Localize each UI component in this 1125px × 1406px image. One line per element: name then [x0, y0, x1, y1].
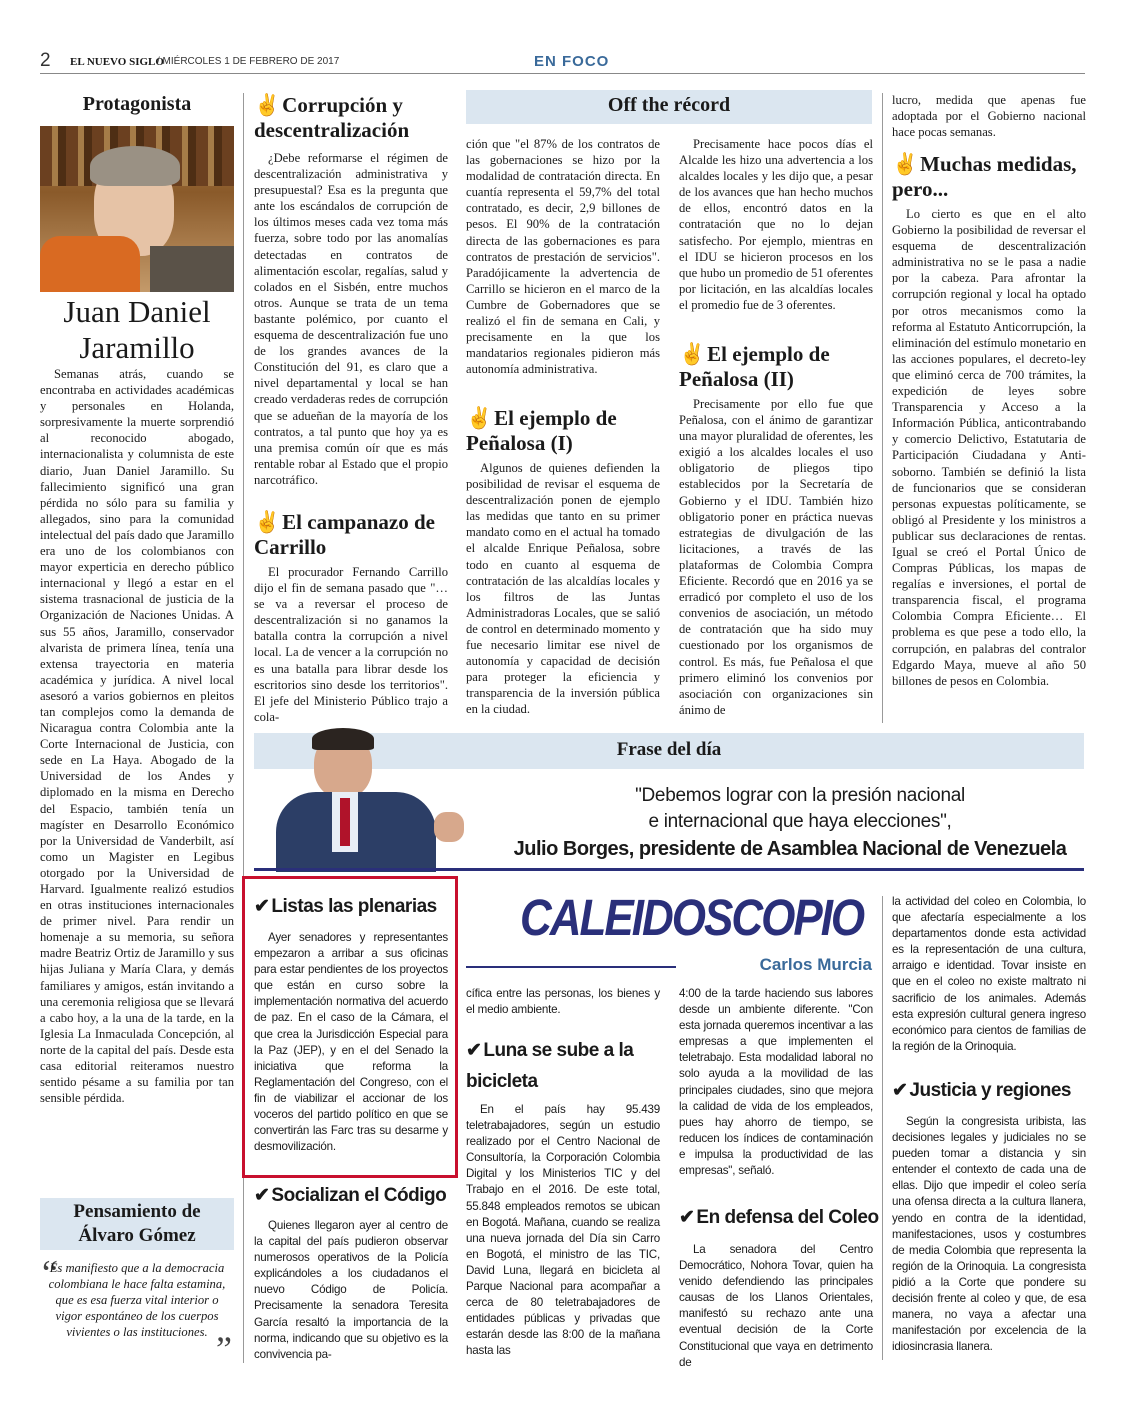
check-icon: ✔	[892, 1080, 908, 1101]
heading-listas: ✔ Listas las plenarias	[254, 896, 437, 917]
frase-title: Frase del día	[254, 733, 1084, 769]
page-number: 2	[40, 50, 51, 71]
protagonista-label: Protagonista	[82, 93, 192, 115]
check-icon: ✔	[466, 1040, 482, 1061]
heading-penalosa-2: ✌El ejemplo de Peñalosa (II)	[679, 342, 830, 391]
text-luna: En el país hay 95.439 teletrabajadores, según un estudio realizado por el Centro Nacional de Consultoría, la Corporación Colombia Digital y los Ministerios TIC y del Trabajo en el 2016. De este total, 55.848 empleados remotos se ubican en Bogotá. Mañana, cuando se realiza una nueva jornada del Día sin Carro en Bogotá, el ministro de las TIC, David Luna, llegará en bicicleta al Parque Nacional para acompañar a cerca de 80 teletrabajadores de entidades públicas y privadas que estarán desde las 8:00 de la mañana hasta las	[466, 1103, 660, 1358]
victory-hand-icon: ✌	[254, 93, 281, 117]
text-penalosa-2: Precisamente por ello fue que Peñalosa, con el ánimo de garantizar una mayor pluralidad de oferentes, les exigió a los alcaldes locales el uso obligatorio de pliegos tipo establecidos por la Secretaría de Gobierno y el IDU. También hizo obligatorio poner en práctica nuevas estrategias de divulgación de las licitaciones, a través de las plataformas de Colombia Compra Eficiente. Recordó que en 2016 ya se erradicó por completo el uso de los convenios de asociación, un método de contratación que ha sido muy cuestionado por los organismos de control. Es más, fue Peñalosa el que primero eliminó los convenios por asociación con organizaciones sin ánimo de	[679, 397, 873, 717]
text-campanazo: El procurador Fernando Carrillo dijo el fin de semana pasado que "… se va a reversar el proceso de descentralización si no ganamos la batalla contra la corrupción a nivel local. La de vencer a la corrupción no es una batalla para librar desde los escritorios sino desde los territorios". El jefe del Ministerio Público trajo a cola-	[254, 565, 448, 724]
victory-hand-icon: ✌	[466, 406, 493, 430]
text-socializan: Quienes llegaron ayer al centro de la capital del país pudieron observar numerosos operativos de la Policía explicándoles a los ciudadanos el nuevo Código de Policía. Precisamente la senadora Teresita García resaltó la importancia de la norma, indicando que su objetivo es la convivencia pa-	[254, 1219, 448, 1361]
text-pacifica: cífica entre las personas, los bienes y el medio ambiente.	[466, 987, 660, 1017]
text-corrupcion: ¿Debe reformarse el régimen de descentralización administrativa y presupuestal? Esa es la pregunta que ante los escándalos de corrupción de los últimos meses cada vez toma más fuerza, sobre todo por las anomalías detectadas en contratos de alimentación escolar, regalías, salud y colados en el Sisbén, entre muchos otros. Aunque se trata de un tema bastante polémico, por cuanto el esquema de descentralización fue uno de los grandes avances de la Constitución del 91, es claro que a nivel departamental y local se han creado verdaderas redes de corrupción que se adueñan de la mayoría de los contratos, a tal punto que hoy ya es una premisa común oír que es más rentable robar al Estado que el propio narcotráfico.	[254, 151, 448, 487]
text-listas: Ayer senadores y representantes empezaron a arribar a sus oficinas para estar pendientes de los proyectos que están en curso sobre la implementación normativa del acuerdo de paz. En el caso de la Cámara, el que crea la Jurisdicción Especial para la Paz (JEP), y en el del Senado la iniciativa que reforma la Reglamentación del Congreso, con el fin de viabilizar el accionar de los voceros del partido político en que se convertirán las Farc tras su desarme y desmovilización.	[254, 931, 448, 1154]
issue-date: / MIÉRCOLES 1 DE FEBRERO DE 2017	[157, 56, 340, 67]
caleidoscopio-rule	[466, 966, 676, 968]
col5-text-top: lucro, medida que apenas fue adoptada por el Gobierno nacional hace pocas semanas.	[892, 93, 1086, 140]
quote-close-icon: ”	[216, 1329, 232, 1369]
victory-hand-icon: ✌	[679, 342, 706, 366]
caleidoscopio-author: Carlos Murcia	[759, 955, 872, 974]
text-muchas-medidas: Lo cierto es que en el alto Gobierno la posibilidad de reversar el esquema de descentralización administrativa no se le pasa a nadie por la cabeza. Para afrontar la corrupción regional y local ha optado por otros mecanismos como la reforma al Estatuto Anticorrupción, la eliminación del estímulo monetario en las acciones populares, el decreto-ley que eliminó cerca de 700 trámites, la expedición de leyes sobre Transparencia y Acceso a la Información Pública, anticontrabando y comercio Delictivo, Estatutaria de Participación Ciudadana y Anti-soborno. También se definió la lista de funcionarios que se consideran personas expuestas políticamente, se obligó al Presidente y los ministros a publicar sus declaraciones de rentas. Igual se creó el Portal Único de Compras Públicas, los mapas de regalías e inversiones, el portal de transparencia fiscal, el programa Colombia Compra Eficiente… El problema es que pese a todo ello, la corrupción, en palabras del contralor Edgardo Maya, mueve al año 50 billones de pesos en Colombia.	[892, 207, 1086, 688]
text-teletrabajo: 4:00 de la tarde haciendo sus labores desde un ambiente diferente. "Con esta jornada queremos incentivar a las empresas a que implementen el teletrabajo. Esta modalidad laboral no solo ayuda a la movilidad de las principales ciudades, sino que mejora la calidad de vida de los empleados, pues hay ahorro de tiempo, se reducen los índices de contaminación e impulsa la productividad de las empresas", señaló.	[679, 987, 873, 1178]
heading-penalosa-1: ✌El ejemplo de Peñalosa (I)	[466, 406, 617, 455]
borges-photo	[262, 724, 492, 872]
page-header	[40, 50, 1085, 74]
jaramillo-photo	[40, 126, 234, 292]
frase-author: Julio Borges, presidente de Asamblea Nacional de Venezuela	[513, 838, 1067, 860]
frase-quote-1: "Debemos lograr con la presión nacional	[635, 785, 965, 806]
offrecord-col1: ción que "el 87% de los contratos de las gobernaciones se hizo por la modalidad de contratación directa. En cuantía representa el 59,7% del total contratado, es decir, 2,9 billones de pesos. El 90% de la contratación directa de las gobernaciones es para contratos de prestación de servicios". Paradójicamente la advertencia de Carrillo se hicieron en el marco de la Cumbre de Gobernadores que se realizó el fin de semana en Cali, y precisamente en la que los mandatarios regionales pidieron más autonomía administrativa.	[466, 137, 660, 377]
text-penalosa-1: Algunos de quienes defienden la posibilidad de revisar el esquema de descentralización ponen de ejemplo las medidas que tanto en su primer mandato como en el actual ha tomado el alcalde Enrique Peñalosa, sobre todo en cuanto al esquema de contratación de las alcaldías locales y los filtros de las Juntas Administradoras Locales, que se salió de control en determinado momento y fue necesario limitar ese nivel de autonomía y capacidad de decisión para proteger la eficiencia y transparencia de la inversión pública en la ciudad.	[466, 461, 660, 717]
offrecord-title: Off the récord	[466, 90, 872, 124]
text-actividad-coleo: la actividad del coleo en Colombia, lo que afectaría especialmente a los departamentos donde esta actividad es la representación de una cultura, arraigo e identidad. Tovar insiste en que en el coleo no existe maltrato ni sacrificio de los animales. Además esta expresión cultural genera ingreso económico para cientos de familias de la región de la Orinoquia.	[892, 895, 1086, 1053]
heading-justicia: ✔ Justicia y regiones	[892, 1080, 1071, 1101]
heading-socializan: ✔ Socializan el Código	[254, 1185, 447, 1206]
heading-muchas-medidas: ✌Muchas medidas, pero...	[892, 152, 1077, 201]
check-icon: ✔	[254, 896, 270, 917]
quote-open-icon: “	[42, 1253, 58, 1293]
paper-name: EL NUEVO SIGLO	[70, 56, 164, 68]
frase-bottom-rule	[254, 868, 1084, 871]
protagonista-text: Semanas atrás, cuando se encontraba en actividades académicas y personales en Holanda, sorpresivamente la muerte sorprendió al reconocido abogado, internacionalista y columnista de este diario, Juan Daniel Jaramillo. Su fallecimiento significó una gran pérdida no sólo para su familia y allegados, sino para la comunidad intelectual del país dado que Jaramillo era uno de los colombianos con mayor experticia en derecho público internacional y llegó a estar en el sistema trasnacional de justicia de la Organización de Naciones Unidas. A sus 55 años, Jaramillo, conservador alvarista de primera línea, tenía una extensa trayectoria en materia académica y jurídica. A nivel local asesoró a varios gobiernos en pleitos tan complejos como la demanda de Nicaragua contra Colombia ante la Corte Internacional de Justicia, con sede en La Haya. Abogado de la Universidad de los Andes y diplomado en la misma en Derecho del Espacio, también tenía un magíster en Desarrollo Económico por la Universidad de Vanderbilt, así como un Magister en Legibus otorgado por la Universidad de Harvard. Igualmente realizó estudios en otras instituciones internacionales de primer nivel. Para rendir un homenaje a su memoria, su señora madre Beatriz Ortiz de Jaramillo y sus hijas Juliana y María Clara, y demás familiares y amigos, están invitando a una ceremonia religiosa que se llevará a cabo hoy, a la una de la tarde, en la Iglesia La Inmaculada Concepción, al norte de la capital del país. Desde esta casa editorial reiteramos nuestro sentido pésame a su familia por tan sensible pérdida.	[40, 367, 234, 1106]
check-icon: ✔	[254, 1185, 270, 1206]
victory-hand-icon: ✌	[892, 152, 919, 176]
column-rule	[882, 93, 883, 723]
offrecord-col2: Precisamente hace pocos días el Alcalde les hizo una advertencia a los alcaldes locales y les dijo que, a pesar de los avances que han hecho muchos de ellos, encontró datos en la contratación que no lo dejan satisfecho. Por ejemplo, mientras en el IDU se hicieron procesos en los que hubo un promedio de 51 oferentes por licitación, en las alcaldías locales el promedio fue de 3 oferentes.	[679, 137, 873, 312]
column-rule	[882, 896, 883, 1360]
heading-coleo: ✔ En defensa del Coleo	[679, 1207, 879, 1228]
frase-quote-2: e internacional que haya elecciones",	[648, 811, 952, 832]
heading-campanazo: ✌El campanazo de Carrillo	[254, 510, 435, 559]
heading-luna: ✔ Luna se sube a la bicicleta	[466, 1040, 634, 1092]
pensamiento-quote: Es manifiesto que a la democracia colombiana le hace falta estamina, que es esa fuerza vital interior o vigor espontáneo de los cuerpos vivientes o las instituciones.	[48, 1261, 226, 1339]
section-name: EN FOCO	[534, 53, 610, 70]
victory-hand-icon: ✌	[254, 510, 281, 534]
pensamiento-title: Pensamiento de Álvaro Gómez	[40, 1198, 234, 1250]
heading-corrupcion: ✌Corrupción y descentralización	[254, 93, 410, 142]
text-justicia: Según la congresista uribista, las decisiones legales y judiciales no se pueden tomar a distancia y sin entender el contexto de cada una de ellas. Dijo que impedir el coleo sería una ofensa directa a la cultura llanera, yendo en contra de la identidad, manifestaciones, usos y costumbres de media Colombia que representa la región de la Orinoquia. La congresista pidió a la Corte que pondere su decisión frente al coleo y que, de esa manera, no vaya a afectar una manifestación por excelencia de la idiosincrasia llanera.	[892, 1115, 1086, 1354]
text-coleo: La senadora del Centro Democrático, Nohora Tovar, quien ha venido defendiendo las principales causas de los Llanos Orientales, manifestó su rechazo ante una eventual decisión de la Corte Constitucional que vaya en detrimento de	[679, 1243, 873, 1369]
check-icon: ✔	[679, 1207, 695, 1228]
caleidoscopio-title: CALEIDOSCOPIO	[520, 890, 864, 947]
protagonista-name: Juan Daniel Jaramillo	[63, 294, 211, 365]
